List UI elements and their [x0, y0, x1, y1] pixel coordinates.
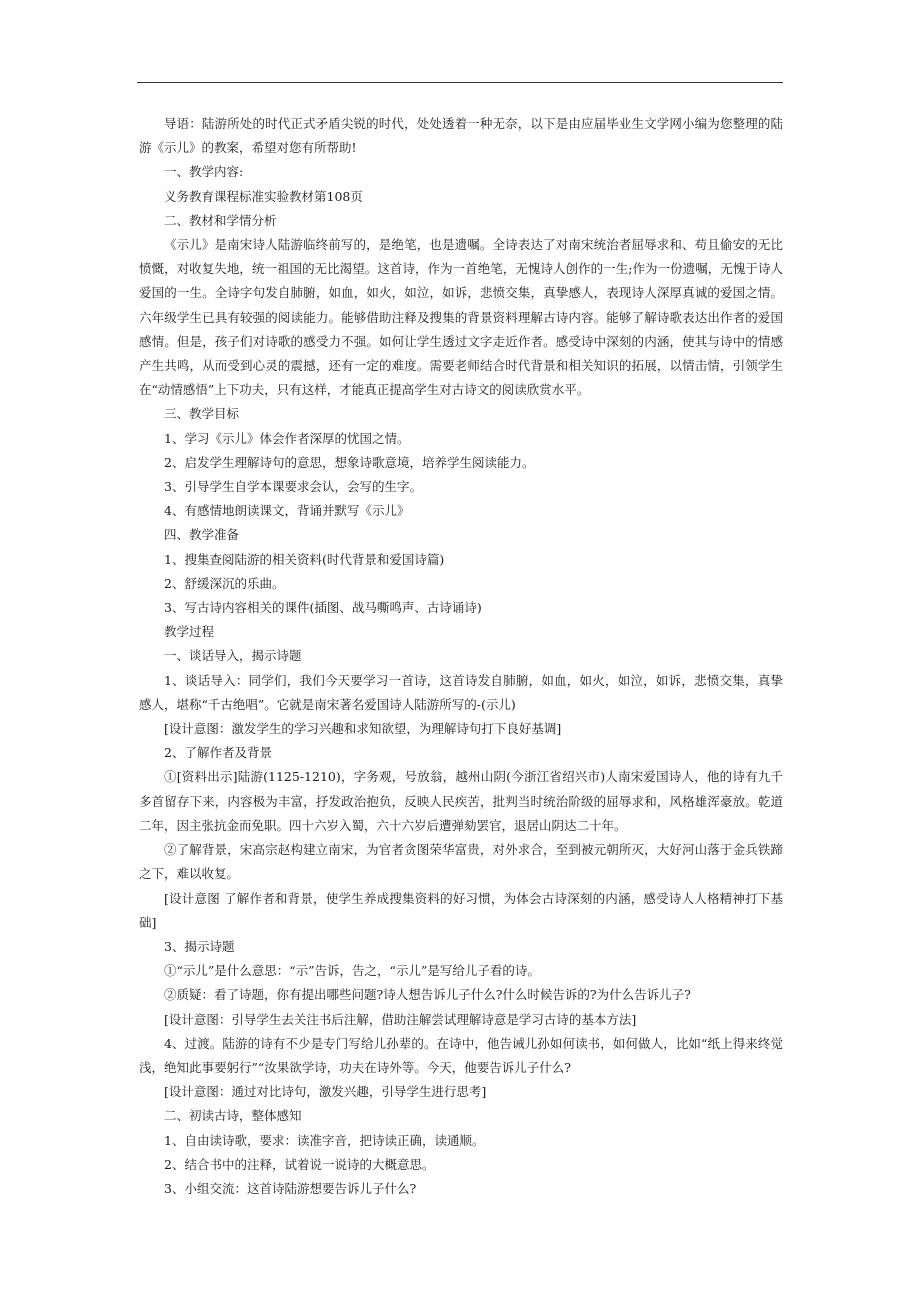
paragraph: ②质疑：看了诗题，你有提出哪些问题?诗人想告诉儿子什么?什么时候告诉的?为什么告诉儿子? [164, 987, 691, 1003]
paragraph: 《示儿》是南宋诗人陆游临终前写的，是绝笔，也是遗嘱。全诗表达了对南宋统治者屈辱求和、苟且偷安的无比愤慨，对收复失地，统一祖国的无比渴望。这首诗，作为一首绝笔，无愧诗人创作的一生;作为一份遗嘱，无愧于诗人爱国的一生。全诗字句发自肺腑，如血，如火，如泣，如诉，悲愤交集，真挚感人，表现诗人深厚真诚的爱国之情。六年级学生已具有较强的阅读能力。能够借助注释及搜集的背景资料理解古诗内容。能够了解诗歌表达出作者的爱国感情。但是，孩子们对诗歌的感受力不强。如何让学生透过文字走近作者。感受诗中深刻的内涵，使其与诗中的情感产生共鸣，从而受到心灵的震撼，还有一定的难度。需要老师结合时代背景和相关知识的拓展，以情击情，引领学生在“动情感悟”上下功夫，只有这样，才能真正提高学生对古诗文的阅读欣赏水平。 [139, 237, 783, 398]
paragraph: 1、谈话导入：同学们，我们今天要学习一首诗，这首诗发自肺腑，如血，如火，如泣，如诉，悲愤交集，真挚感人，堪称“千古绝唱”。它就是南宋著名爱国诗人陆游所写的-(示儿) [139, 672, 783, 712]
header-rule [137, 82, 783, 83]
paragraph: 义务教育课程标准实验教材第108页 [164, 188, 363, 204]
design-note: [设计意图：激发学生的学习兴趣和求知欲望，为理解诗句打下良好基调] [164, 721, 562, 737]
list-item: 2、启发学生理解诗句的意思，想象诗歌意境，培养学生阅读能力。 [164, 454, 535, 470]
section-heading: 一、谈话导入，揭示诗题 [164, 648, 302, 664]
design-note: [设计意图 了解作者和背景，使学生养成搜集资料的好习惯，为体会古诗深刻的内涵，感受诗人人格精神打下基础] [139, 890, 783, 930]
section-heading: 二、初读古诗，整体感知 [164, 1108, 302, 1124]
paragraph: ②了解背景，宋高宗赵构建立南宋，为官者贪图荣华富贵，对外求合，至到被元朝所灭，大好河山落于金兵铁蹄之下，难以收复。 [139, 842, 783, 882]
list-item: 1、自由读诗歌，要求：读准字音，把诗读正确，读通顺。 [164, 1132, 485, 1148]
section-heading: 教学过程 [164, 624, 215, 640]
list-item: 2、了解作者及背景 [164, 745, 272, 761]
design-note: [设计意图：通过对比诗句，激发兴趣，引导学生进行思考] [164, 1084, 487, 1100]
paragraph: 4、过渡。陆游的诗有不少是专门写给儿孙辈的。在诗中，他告诫儿孙如何读书，如何做人，比如“纸上得来终觉浅，绝知此事要躬行”“汝果欲学诗，功夫在诗外等。今天，他要告诉儿子什么? [139, 1035, 783, 1075]
list-item: 4、有感情地朗读课文，背诵并默写《示儿》 [164, 503, 410, 519]
design-note: [设计意图：引导学生去关注书后注解，借助注解尝试理解诗意是学习古诗的基本方法] [164, 1011, 637, 1027]
paragraph: ①[资料出示]陆游(1125-1210)，字务观，号放翁，越州山阴(今浙江省绍兴市)人南宋爱国诗人，他的诗有九千多首留存下来，内容极为丰富，抒发政治抱负，反映人民疾苦，批判当时统治阶级的屈辱求和，风格雄浑豪放。乾道二年，因主张抗金而免职。四十六岁入蜀，六十六岁后遭弹劾罢官，退居山阴达二十年。 [139, 769, 783, 833]
list-item: 1、搜集查阅陆游的相关资料(时代背景和爱国诗篇) [164, 551, 445, 567]
list-item: 3、揭示诗题 [164, 938, 235, 954]
section-heading: 二、教材和学情分析 [164, 212, 277, 228]
list-item: 2、结合书中的注释，试着说一说诗的大概意思。 [164, 1156, 435, 1172]
list-item: 3、引导学生自学本课要求会认，会写的生字。 [164, 479, 422, 495]
section-heading: 三、教学目标 [164, 406, 240, 422]
intro-paragraph: 导语：陆游所处的时代正式矛盾尖锐的时代，处处透着一种无奈，以下是由应届毕业生文学网小编为您整理的陆游《示儿》的教案，希望对您有所帮助! [139, 116, 783, 156]
list-item: 1、学习《示儿》体会作者深厚的忧国之情。 [164, 430, 410, 446]
list-item: 2、舒缓深沉的乐曲。 [164, 575, 285, 591]
section-heading: 一、教学内容: [164, 164, 244, 180]
list-item: 3、小组交流：这首诗陆游想要告诉儿子什么? [164, 1180, 417, 1196]
section-heading: 四、教学准备 [164, 527, 240, 543]
list-item: 3、写古诗内容相关的课件(插图、战马嘶鸣声、古诗诵诗) [164, 600, 482, 616]
document-body [139, 112, 783, 1201]
paragraph: ①“示儿”是什么意思：“示”告诉，告之，“示儿”是写给儿子看的诗。 [164, 963, 540, 979]
